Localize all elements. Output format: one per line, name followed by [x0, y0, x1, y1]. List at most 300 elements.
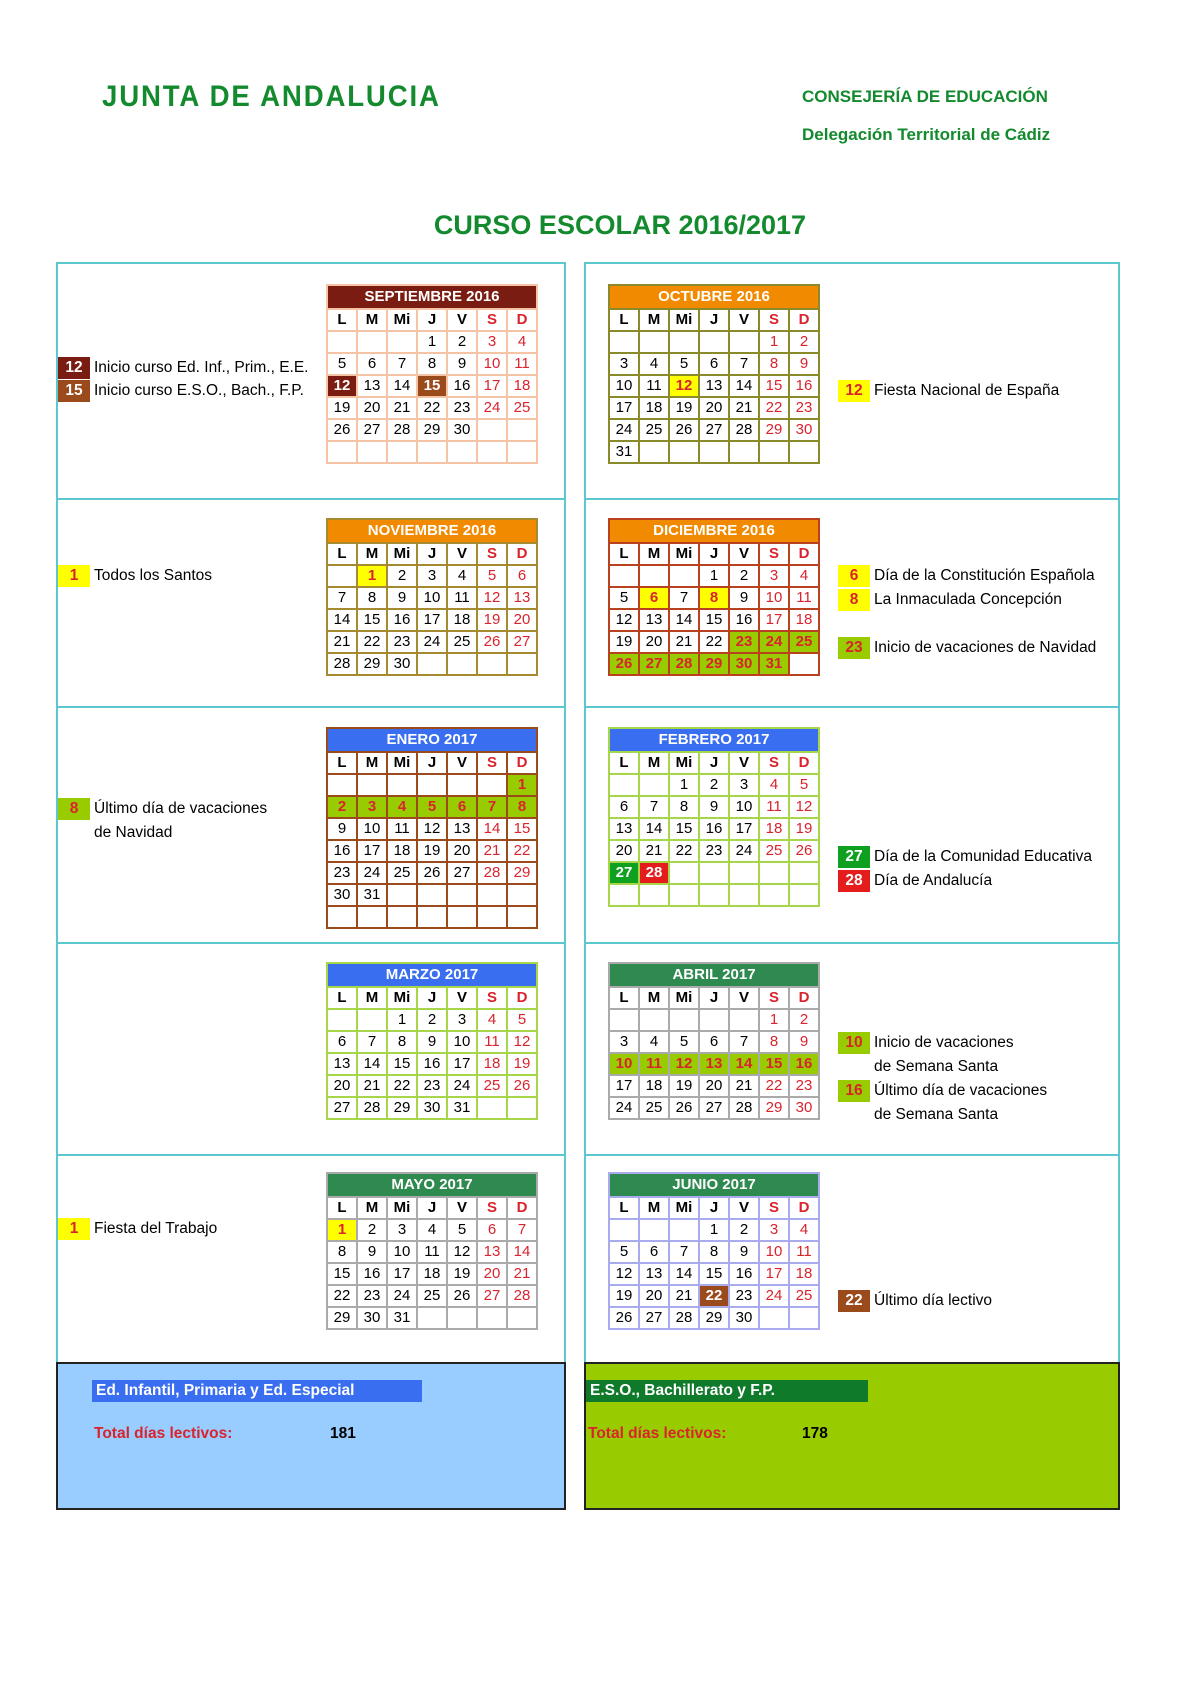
day-cell: 22 — [327, 1285, 357, 1307]
day-cell: 14 — [729, 375, 759, 397]
weekday-header: S — [477, 752, 507, 774]
event-badge: 12 — [838, 380, 870, 402]
day-cell: 20 — [699, 397, 729, 419]
empty-cell — [639, 1219, 669, 1241]
day-cell: 4 — [639, 1031, 669, 1053]
day-cell: 1 — [357, 565, 387, 587]
event-badge: 27 — [838, 846, 870, 868]
calendar-junio — [608, 1172, 820, 1330]
empty-cell — [417, 906, 447, 928]
day-cell: 5 — [417, 796, 447, 818]
event-text: La Inmaculada Concepción — [874, 591, 1062, 608]
empty-cell — [327, 441, 357, 463]
day-cell: 4 — [417, 1219, 447, 1241]
day-cell: 14 — [387, 375, 417, 397]
day-cell: 18 — [507, 375, 537, 397]
day-cell: 31 — [759, 653, 789, 675]
day-cell: 13 — [357, 375, 387, 397]
day-cell: 10 — [759, 1241, 789, 1263]
day-cell: 12 — [447, 1241, 477, 1263]
day-cell: 3 — [387, 1219, 417, 1241]
empty-cell — [609, 1009, 639, 1031]
day-cell: 23 — [789, 1075, 819, 1097]
day-cell: 25 — [507, 397, 537, 419]
day-cell: 11 — [639, 375, 669, 397]
event-text: de Semana Santa — [874, 1058, 999, 1075]
empty-cell — [609, 884, 639, 906]
day-cell: 15 — [507, 818, 537, 840]
empty-cell — [699, 1009, 729, 1031]
empty-cell — [327, 1009, 357, 1031]
day-cell: 26 — [669, 419, 699, 441]
weekday-header: J — [417, 543, 447, 565]
weekday-header: Mi — [387, 987, 417, 1009]
weekday-header: V — [447, 543, 477, 565]
event-nov-0 — [58, 565, 212, 587]
weekday-header: D — [507, 987, 537, 1009]
day-cell: 21 — [507, 1263, 537, 1285]
day-cell: 16 — [699, 818, 729, 840]
empty-cell — [669, 441, 699, 463]
day-cell: 30 — [729, 653, 759, 675]
day-cell: 19 — [447, 1263, 477, 1285]
weekday-header: L — [609, 752, 639, 774]
day-cell: 11 — [639, 1053, 669, 1075]
day-cell: 27 — [699, 419, 729, 441]
day-cell: 2 — [699, 774, 729, 796]
day-cell: 4 — [477, 1009, 507, 1031]
day-cell: 28 — [729, 419, 759, 441]
empty-cell — [639, 565, 669, 587]
day-cell: 12 — [327, 375, 357, 397]
weekday-header: L — [609, 543, 639, 565]
weekday-header: D — [789, 1197, 819, 1219]
day-cell: 3 — [417, 565, 447, 587]
day-cell: 26 — [669, 1097, 699, 1119]
month-title: NOVIEMBRE 2016 — [327, 519, 537, 543]
day-cell: 15 — [759, 375, 789, 397]
day-cell: 7 — [639, 796, 669, 818]
weekday-header: M — [639, 1197, 669, 1219]
event-text: Todos los Santos — [94, 567, 213, 584]
day-cell: 21 — [477, 840, 507, 862]
day-cell: 12 — [669, 375, 699, 397]
empty-cell — [669, 1009, 699, 1031]
day-cell: 27 — [447, 862, 477, 884]
day-cell: 24 — [759, 631, 789, 653]
weekday-header: Mi — [669, 543, 699, 565]
day-cell: 25 — [639, 419, 669, 441]
empty-cell — [759, 862, 789, 884]
weekday-header: V — [729, 987, 759, 1009]
day-cell: 4 — [789, 1219, 819, 1241]
day-cell: 1 — [327, 1219, 357, 1241]
consejeria-title: CONSEJERÍA DE EDUCACIÓN — [802, 87, 1048, 106]
day-cell: 7 — [327, 587, 357, 609]
day-cell: 10 — [447, 1031, 477, 1053]
day-cell: 27 — [699, 1097, 729, 1119]
empty-cell — [507, 419, 537, 441]
day-cell: 20 — [447, 840, 477, 862]
day-cell: 24 — [477, 397, 507, 419]
empty-cell — [327, 565, 357, 587]
empty-cell — [639, 331, 669, 353]
day-cell: 29 — [417, 419, 447, 441]
empty-cell — [447, 884, 477, 906]
weekday-header: S — [759, 1197, 789, 1219]
day-cell: 6 — [447, 796, 477, 818]
calendar-febrero — [608, 727, 820, 907]
empty-cell — [639, 1009, 669, 1031]
day-cell: 26 — [477, 631, 507, 653]
day-cell: 25 — [387, 862, 417, 884]
day-cell: 12 — [507, 1031, 537, 1053]
day-cell: 6 — [327, 1031, 357, 1053]
day-cell: 28 — [669, 653, 699, 675]
day-cell: 14 — [327, 609, 357, 631]
day-cell: 20 — [327, 1075, 357, 1097]
event-badge: 12 — [58, 357, 90, 379]
empty-cell — [507, 906, 537, 928]
weekday-header: Mi — [387, 752, 417, 774]
day-cell: 11 — [387, 818, 417, 840]
day-cell: 5 — [609, 1241, 639, 1263]
weekday-header: S — [759, 987, 789, 1009]
empty-cell — [387, 774, 417, 796]
weekday-header: M — [357, 987, 387, 1009]
day-cell: 5 — [789, 774, 819, 796]
empty-cell — [357, 1009, 387, 1031]
empty-cell — [699, 884, 729, 906]
weekday-header: Mi — [669, 309, 699, 331]
day-cell: 24 — [729, 840, 759, 862]
day-cell: 8 — [507, 796, 537, 818]
day-cell: 29 — [357, 653, 387, 675]
calendar-octubre — [608, 284, 820, 464]
day-cell: 6 — [699, 1031, 729, 1053]
day-cell: 26 — [417, 862, 447, 884]
day-cell: 10 — [609, 1053, 639, 1075]
day-cell: 8 — [759, 1031, 789, 1053]
day-cell: 26 — [507, 1075, 537, 1097]
weekday-header: M — [357, 309, 387, 331]
calendar-enero — [326, 727, 538, 929]
day-cell: 7 — [507, 1219, 537, 1241]
day-cell: 5 — [669, 353, 699, 375]
day-cell: 25 — [789, 1285, 819, 1307]
day-cell: 7 — [477, 796, 507, 818]
event-sep-1 — [58, 380, 304, 402]
day-cell: 29 — [387, 1097, 417, 1119]
month-title: MARZO 2017 — [327, 963, 537, 987]
month-title: ENERO 2017 — [327, 728, 537, 752]
event-text: de Semana Santa — [874, 1106, 999, 1123]
empty-cell — [417, 774, 447, 796]
event-dic-2 — [838, 637, 1096, 659]
day-cell: 10 — [729, 796, 759, 818]
weekday-header: L — [327, 752, 357, 774]
empty-cell — [357, 331, 387, 353]
empty-cell — [639, 441, 669, 463]
day-cell: 16 — [387, 609, 417, 631]
day-cell: 20 — [609, 840, 639, 862]
event-oct-0 — [838, 380, 1059, 402]
day-cell: 19 — [507, 1053, 537, 1075]
weekday-header: J — [417, 309, 447, 331]
event-jun-0 — [838, 1290, 992, 1312]
day-cell: 13 — [699, 1053, 729, 1075]
weekday-header: S — [477, 543, 507, 565]
day-cell: 16 — [729, 609, 759, 631]
day-cell: 26 — [789, 840, 819, 862]
event-text: Inicio de vacaciones de Navidad — [874, 639, 1097, 656]
day-cell: 14 — [729, 1053, 759, 1075]
day-cell: 22 — [699, 631, 729, 653]
day-cell: 16 — [729, 1263, 759, 1285]
day-cell: 2 — [789, 331, 819, 353]
day-cell: 3 — [759, 565, 789, 587]
day-cell: 24 — [387, 1285, 417, 1307]
day-cell: 30 — [327, 884, 357, 906]
empty-cell — [699, 862, 729, 884]
month-title: JUNIO 2017 — [609, 1173, 819, 1197]
day-cell: 24 — [759, 1285, 789, 1307]
weekday-header: D — [789, 987, 819, 1009]
day-cell: 13 — [507, 587, 537, 609]
event-badge: 1 — [58, 1218, 90, 1240]
day-cell: 30 — [789, 419, 819, 441]
day-cell: 23 — [789, 397, 819, 419]
weekday-header: S — [759, 752, 789, 774]
day-cell: 8 — [387, 1031, 417, 1053]
day-cell: 18 — [417, 1263, 447, 1285]
day-cell: 27 — [357, 419, 387, 441]
day-cell: 5 — [477, 565, 507, 587]
empty-cell — [609, 774, 639, 796]
event-feb-0 — [838, 846, 1092, 868]
day-cell: 1 — [759, 1009, 789, 1031]
day-cell: 11 — [759, 796, 789, 818]
day-cell: 9 — [447, 353, 477, 375]
event-badge: 6 — [838, 565, 870, 587]
day-cell: 15 — [759, 1053, 789, 1075]
weekday-header: S — [759, 543, 789, 565]
day-cell: 13 — [327, 1053, 357, 1075]
empty-cell — [699, 441, 729, 463]
event-sep-0 — [58, 357, 309, 379]
day-cell: 28 — [507, 1285, 537, 1307]
event-abr-1 — [838, 1056, 998, 1078]
day-cell: 21 — [357, 1075, 387, 1097]
event-text: de Navidad — [94, 824, 173, 841]
day-cell: 5 — [609, 587, 639, 609]
empty-cell — [357, 774, 387, 796]
day-cell: 15 — [669, 818, 699, 840]
day-cell: 14 — [639, 818, 669, 840]
empty-cell — [477, 441, 507, 463]
day-cell: 2 — [789, 1009, 819, 1031]
calendar-abril — [608, 962, 820, 1120]
empty-cell — [357, 906, 387, 928]
day-cell: 4 — [507, 331, 537, 353]
day-cell: 1 — [507, 774, 537, 796]
weekday-header: D — [507, 752, 537, 774]
weekday-header: V — [447, 1197, 477, 1219]
empty-cell — [729, 1009, 759, 1031]
weekday-header: S — [759, 309, 789, 331]
empty-cell — [609, 565, 639, 587]
weekday-header: J — [417, 1197, 447, 1219]
day-cell: 27 — [639, 1307, 669, 1329]
day-cell: 13 — [639, 609, 669, 631]
weekday-header: L — [327, 1197, 357, 1219]
day-cell: 14 — [669, 1263, 699, 1285]
weekday-header: Mi — [387, 1197, 417, 1219]
day-cell: 29 — [759, 1097, 789, 1119]
empty-cell — [789, 441, 819, 463]
empty-cell — [417, 441, 447, 463]
day-cell: 24 — [447, 1075, 477, 1097]
event-badge: 8 — [58, 798, 90, 820]
day-cell: 7 — [357, 1031, 387, 1053]
day-cell: 22 — [387, 1075, 417, 1097]
weekday-header: D — [507, 309, 537, 331]
day-cell: 6 — [639, 1241, 669, 1263]
calendar-septiembre — [326, 284, 538, 464]
day-cell: 2 — [387, 565, 417, 587]
empty-cell — [729, 331, 759, 353]
empty-cell — [759, 884, 789, 906]
day-cell: 8 — [357, 587, 387, 609]
event-badge: 15 — [58, 380, 90, 402]
calendar-noviembre — [326, 518, 538, 676]
day-cell: 8 — [327, 1241, 357, 1263]
day-cell: 30 — [789, 1097, 819, 1119]
day-cell: 22 — [759, 397, 789, 419]
day-cell: 26 — [327, 419, 357, 441]
weekday-header: M — [357, 543, 387, 565]
day-cell: 5 — [507, 1009, 537, 1031]
day-cell: 19 — [609, 1285, 639, 1307]
empty-cell — [477, 1307, 507, 1329]
weekday-header: J — [417, 752, 447, 774]
weekday-header: V — [729, 1197, 759, 1219]
day-cell: 20 — [507, 609, 537, 631]
weekday-header: L — [327, 309, 357, 331]
empty-cell — [387, 331, 417, 353]
empty-cell — [789, 862, 819, 884]
month-title: OCTUBRE 2016 — [609, 285, 819, 309]
empty-cell — [447, 906, 477, 928]
day-cell: 8 — [699, 1241, 729, 1263]
day-cell: 27 — [639, 653, 669, 675]
day-cell: 11 — [447, 587, 477, 609]
day-cell: 6 — [639, 587, 669, 609]
day-cell: 17 — [357, 840, 387, 862]
weekday-header: J — [699, 309, 729, 331]
day-cell: 10 — [477, 353, 507, 375]
empty-cell — [417, 653, 447, 675]
event-badge: 23 — [838, 637, 870, 659]
day-cell: 9 — [729, 1241, 759, 1263]
day-cell: 23 — [729, 631, 759, 653]
day-cell: 16 — [789, 1053, 819, 1075]
empty-cell — [669, 565, 699, 587]
day-cell: 18 — [789, 609, 819, 631]
day-cell: 1 — [669, 774, 699, 796]
empty-cell — [789, 1307, 819, 1329]
day-cell: 15 — [417, 375, 447, 397]
event-abr-3 — [838, 1104, 998, 1126]
empty-cell — [477, 774, 507, 796]
event-text: Día de la Constitución Española — [874, 567, 1095, 584]
day-cell: 18 — [789, 1263, 819, 1285]
weekday-header: D — [507, 1197, 537, 1219]
day-cell: 1 — [417, 331, 447, 353]
empty-cell — [669, 331, 699, 353]
day-cell: 3 — [729, 774, 759, 796]
day-cell: 31 — [609, 441, 639, 463]
summary-primaria-total: 181 — [330, 1425, 356, 1442]
day-cell: 30 — [357, 1307, 387, 1329]
weekday-header: D — [507, 543, 537, 565]
day-cell: 17 — [387, 1263, 417, 1285]
day-cell: 19 — [609, 631, 639, 653]
day-cell: 24 — [357, 862, 387, 884]
summary-primaria-label: Ed. Infantil, Primaria y Ed. Especial — [92, 1380, 422, 1402]
weekday-header: L — [609, 1197, 639, 1219]
empty-cell — [669, 884, 699, 906]
day-cell: 9 — [789, 353, 819, 375]
day-cell: 17 — [759, 1263, 789, 1285]
weekday-header: L — [609, 987, 639, 1009]
day-cell: 9 — [327, 818, 357, 840]
empty-cell — [417, 884, 447, 906]
day-cell: 29 — [699, 1307, 729, 1329]
day-cell: 14 — [507, 1241, 537, 1263]
day-cell: 21 — [729, 397, 759, 419]
weekday-header: M — [639, 309, 669, 331]
day-cell: 17 — [609, 397, 639, 419]
day-cell: 20 — [699, 1075, 729, 1097]
empty-cell — [387, 906, 417, 928]
empty-cell — [447, 441, 477, 463]
day-cell: 17 — [609, 1075, 639, 1097]
empty-cell — [447, 653, 477, 675]
weekday-header: J — [699, 987, 729, 1009]
empty-cell — [327, 906, 357, 928]
day-cell: 16 — [789, 375, 819, 397]
day-cell: 13 — [477, 1241, 507, 1263]
day-cell: 6 — [477, 1219, 507, 1241]
day-cell: 8 — [759, 353, 789, 375]
day-cell: 11 — [477, 1031, 507, 1053]
weekday-header: V — [729, 752, 759, 774]
empty-cell — [639, 884, 669, 906]
empty-cell — [789, 884, 819, 906]
day-cell: 18 — [447, 609, 477, 631]
day-cell: 17 — [447, 1053, 477, 1075]
day-cell: 23 — [729, 1285, 759, 1307]
day-cell: 29 — [699, 653, 729, 675]
day-cell: 2 — [417, 1009, 447, 1031]
weekday-header: V — [447, 752, 477, 774]
day-cell: 9 — [357, 1241, 387, 1263]
day-cell: 18 — [759, 818, 789, 840]
day-cell: 16 — [417, 1053, 447, 1075]
day-cell: 4 — [639, 353, 669, 375]
month-title: MAYO 2017 — [327, 1173, 537, 1197]
